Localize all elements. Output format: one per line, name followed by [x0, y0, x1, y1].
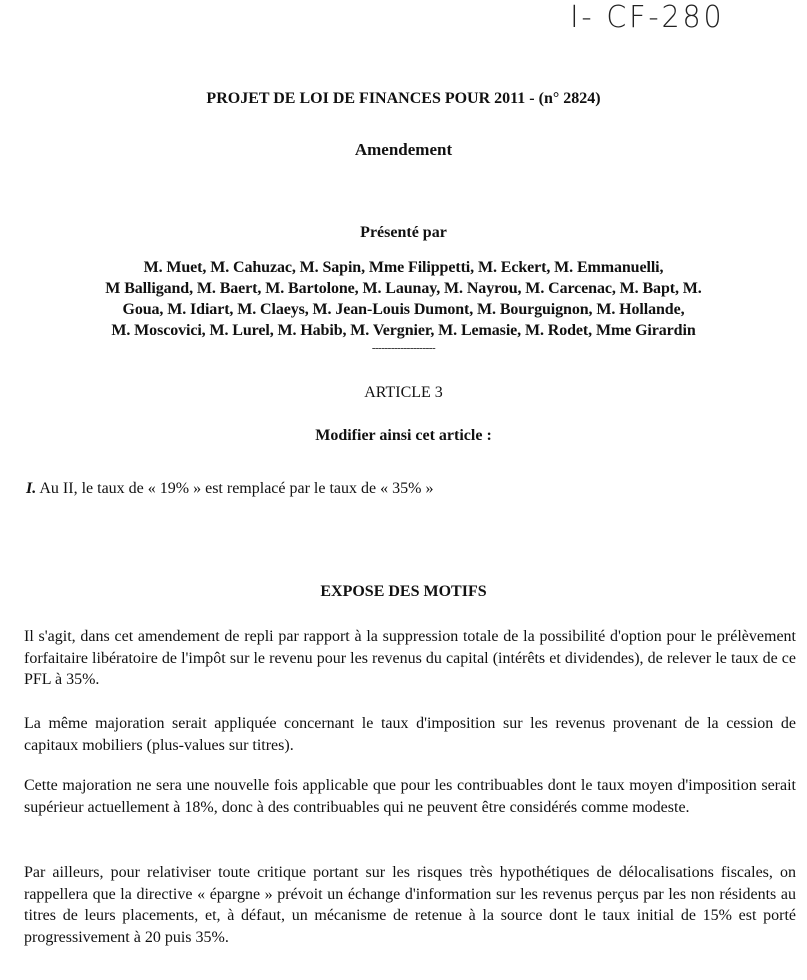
authors-list: [0, 257, 807, 341]
article-heading: ARTICLE 3: [364, 384, 443, 401]
instruction: Modifier ainsi cet article :: [315, 427, 492, 444]
authors-line: M. Muet, M. Cahuzac, M. Sapin, Mme Filippetti, M. Eckert, M. Emmanuelli,: [143, 259, 664, 276]
authors-line: M. Moscovici, M. Lurel, M. Habib, M. Vergnier, M. Lemasie, M. Rodet, Mme Girardin: [111, 322, 696, 339]
motifs-paragraph: Par ailleurs, pour relativiser toute critique portant sur les risques très hypothétiques de délocalisations fiscales, on rappellera que la directive « épargne » prévoit un échange d'information sur les revenus perçus par les non résidents au titres de leurs placements, et, à défaut, un mécanisme de retenue à la source dont le taux initial de 15% est porté progressivement à 20 puis 35%.: [24, 864, 796, 946]
amendment-marker: I.: [26, 480, 37, 497]
amendment-line: [26, 480, 433, 498]
amendment-text: Au II, le taux de « 19% » est remplacé par le taux de « 35% »: [39, 480, 434, 497]
presented-by-label: Présenté par: [360, 224, 447, 241]
motifs-paragraph: Il s'agit, dans cet amendement de repli par rapport à la suppression totale de la possibilité d'option pour le prélèvement forfaitaire libératoire de l'impôt sur le revenu pour les revenus du capital (intérêts et dividendes), de relever le taux de ce PFL à 35%.: [24, 628, 796, 688]
authors-line: M Balligand, M. Baert, M. Bartolone, M. Launay, M. Nayrou, M. Carcenac, M. Bapt, M.: [105, 280, 702, 297]
document-title: PROJET DE LOI DE FINANCES POUR 2011 - (n° 2824): [206, 90, 601, 107]
motifs-paragraph: La même majoration serait appliquée concernant le taux d'imposition sur les revenus provenant de la cession de capitaux mobiliers (plus-values sur titres).: [24, 715, 796, 754]
handwritten-reference: I- CF-280: [570, 0, 725, 35]
motifs-heading: EXPOSE DES MOTIFS: [320, 583, 487, 600]
separator: --------------------: [371, 342, 436, 354]
document-type: Amendement: [354, 140, 453, 159]
motifs-paragraph: Cette majoration ne sera une nouvelle fois applicable que pour les contribuables dont le taux moyen d'imposition serait supérieur actuellement à 18%, donc à des contribuables qui ne peuvent être considérés comme modeste.: [24, 777, 796, 816]
authors-line: Goua, M. Idiart, M. Claeys, M. Jean-Louis Dumont, M. Bourguignon, M. Hollande,: [122, 301, 685, 318]
